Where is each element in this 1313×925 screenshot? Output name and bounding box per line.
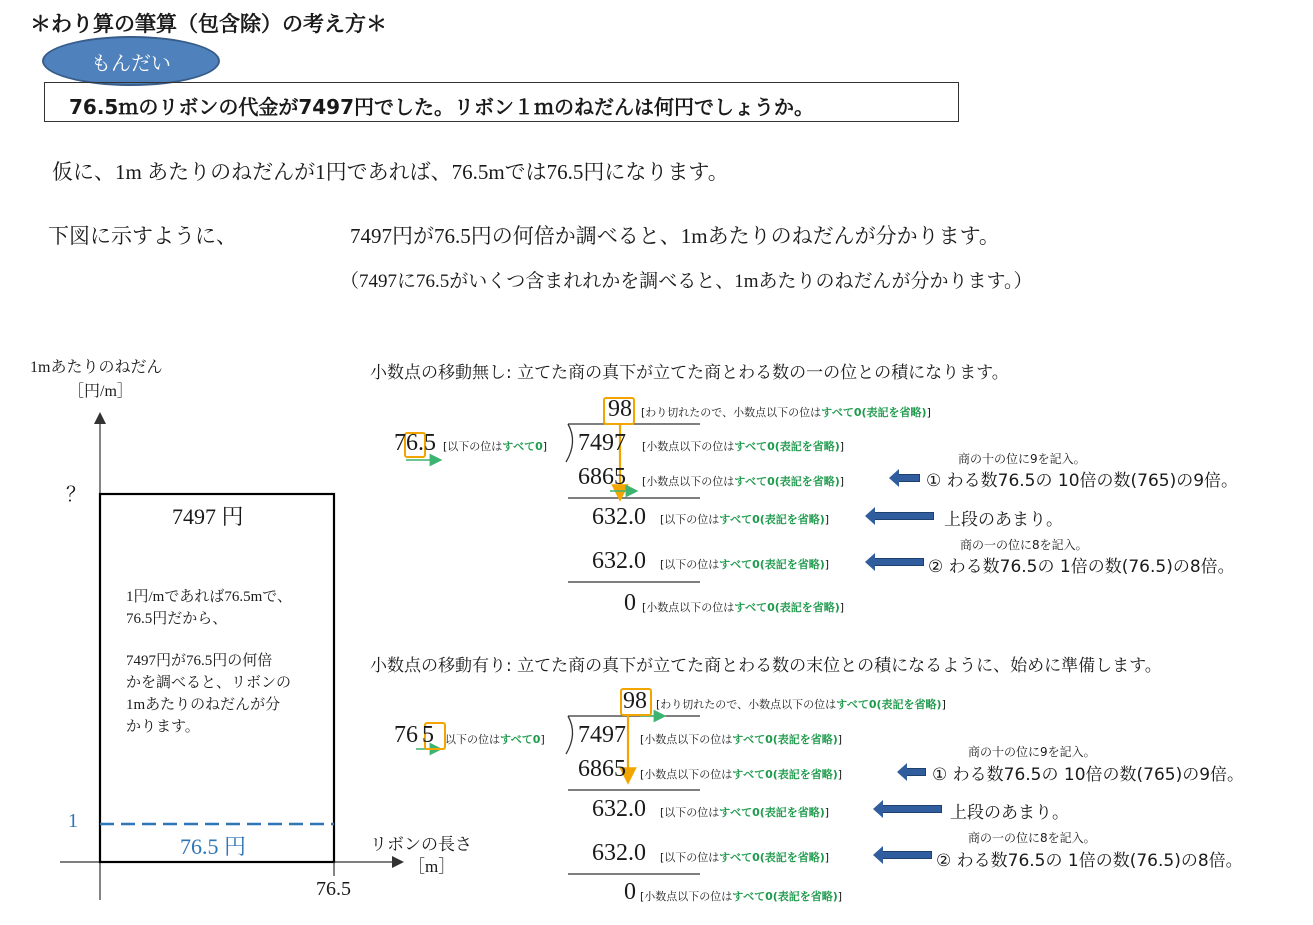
section1-divisor-note: [以下の位はすべて0]: [443, 440, 548, 453]
graph-ylabel-unit: ［円/m］: [68, 383, 133, 400]
section2-divisor-note: 以下の位はすべて0]: [445, 733, 545, 746]
section2-dividend-note: [小数点以下の位はすべて0(表記を省略)]: [640, 733, 843, 746]
section1-row3: 632.0: [592, 548, 646, 574]
graph-y-one: 1: [68, 810, 78, 832]
section2-quotient: 98: [623, 688, 647, 714]
section1-row2-note: [以下の位はすべて0(表記を省略)]: [660, 513, 830, 526]
box-text-line: かを調べると、リボンの: [126, 675, 292, 691]
graph-question-mark: ？: [66, 482, 86, 506]
graph-xlabel-unit: ［m］: [408, 857, 456, 876]
section2-annotation-3: ② わる数76.5の 1倍の数(76.5)の8倍。: [936, 851, 1243, 871]
page-title: ＊わり算の筆算（包含除）の考え方＊: [30, 12, 387, 36]
section1-annotation-1: ① わる数76.5の 10倍の数(765)の9倍。: [926, 471, 1239, 491]
graph-box-text: [126, 586, 292, 738]
arrow-icon: [898, 474, 920, 482]
box-text-line: 7497円が76.5円の何倍: [126, 653, 273, 669]
section1-heading: 小数点の移動無し: 立てた商の真下が立てた商とわる数の一の位との積になります。: [370, 363, 1009, 383]
box-text-line: かります。: [126, 719, 200, 735]
section2-row2: 632.0: [592, 796, 646, 822]
section2-annotation-2: 上段のあまり。: [950, 803, 1069, 823]
section1-annotation-2: 上段のあまり。: [944, 510, 1063, 530]
box-text-line: 1mあたりのねだんが分: [126, 697, 281, 713]
section2-annotation-1: ① わる数76.5の 10倍の数(765)の9倍。: [932, 765, 1245, 785]
section2-dividend: 7497: [578, 722, 626, 748]
arrow-icon: [874, 558, 924, 566]
section1-row1-note: [小数点以下の位はすべて0(表記を省略)]: [642, 475, 845, 488]
explanation-line-2a: 下図に示すように、: [48, 224, 237, 248]
explanation-line-2b: 7497円が76.5円の何倍か調べると、1mあたりのねだんが分かります。: [350, 224, 1000, 248]
section1-dividend-note: [小数点以下の位はすべて0(表記を省略)]: [642, 440, 845, 453]
section1-dividend: 7497: [578, 430, 626, 456]
arrow-icon: [882, 851, 932, 859]
graph-unit-price-label: 76.5 円: [180, 834, 247, 859]
arrow-icon: [882, 805, 942, 813]
section1-row3-note: [以下の位はすべて0(表記を省略)]: [660, 558, 830, 571]
section2-note-ones: 商の一の位に8を記入。: [968, 831, 1096, 845]
section1-note-ones: 商の一の位に8を記入。: [960, 538, 1088, 552]
section1-quotient-note: [わり切れたので、小数点以下の位はすべて0(表記を省略)]: [641, 406, 931, 419]
section1-row4: 0: [624, 590, 636, 616]
section2-row3: 632.0: [592, 840, 646, 866]
problem-badge: もんだい: [42, 36, 220, 86]
section2-quotient-note: [わり切れたので、小数点以下の位はすべて0(表記を省略)]: [656, 698, 946, 711]
section2-note-tens: 商の十の位に9を記入。: [968, 745, 1096, 759]
section1-divisor: 76.5: [394, 430, 436, 456]
section1-row2: 632.0: [592, 504, 646, 530]
graph-ylabel: 1mあたりのねだん: [30, 359, 163, 376]
section2-row2-note: [以下の位はすべて0(表記を省略)]: [660, 806, 830, 819]
section2-row4-note: [小数点以下の位はすべて0(表記を省略)]: [640, 890, 843, 903]
section1-row4-note: [小数点以下の位はすべて0(表記を省略)]: [642, 601, 845, 614]
box-text-line: 1円/mであれば76.5mで、: [126, 589, 292, 605]
box-text-line: 76.5円だから、: [126, 611, 228, 627]
graph-total-label: 7497 円: [172, 504, 244, 529]
section1-row1: 6865: [578, 464, 626, 490]
section2-row1: 6865: [578, 756, 626, 782]
section2-divisor: 76 5: [394, 722, 434, 748]
section2-heading: 小数点の移動有り: 立てた商の真下が立てた商とわる数の末位との積になるように、始めに準備します。: [370, 656, 1162, 676]
section2-row4: 0: [624, 879, 636, 905]
arrow-icon: [874, 512, 934, 520]
section1-note-tens: 商の十の位に9を記入。: [958, 452, 1086, 466]
graph-x-tick: 76.5: [316, 878, 351, 900]
section2-row1-note: [小数点以下の位はすべて0(表記を省略)]: [640, 768, 843, 781]
explanation-line-1: 仮に、1m あたりのねだんが1円であれば、76.5mでは76.5円になります。: [52, 160, 729, 184]
problem-statement: 76.5ｍのリボンの代金が7497円でした。リボン１ｍのねだんは何円でしょうか。: [44, 82, 959, 122]
explanation-line-3: （7497に76.5がいくつ含まれれかを調べると、1mあたりのねだんが分かります。）: [340, 271, 1033, 292]
arrow-icon: [906, 768, 926, 776]
section2-row3-note: [以下の位はすべて0(表記を省略)]: [660, 851, 830, 864]
section1-quotient: 98: [608, 396, 632, 422]
graph-xlabel: リボンの長さ: [370, 835, 472, 854]
section1-annotation-3: ② わる数76.5の 1倍の数(76.5)の8倍。: [928, 557, 1235, 577]
